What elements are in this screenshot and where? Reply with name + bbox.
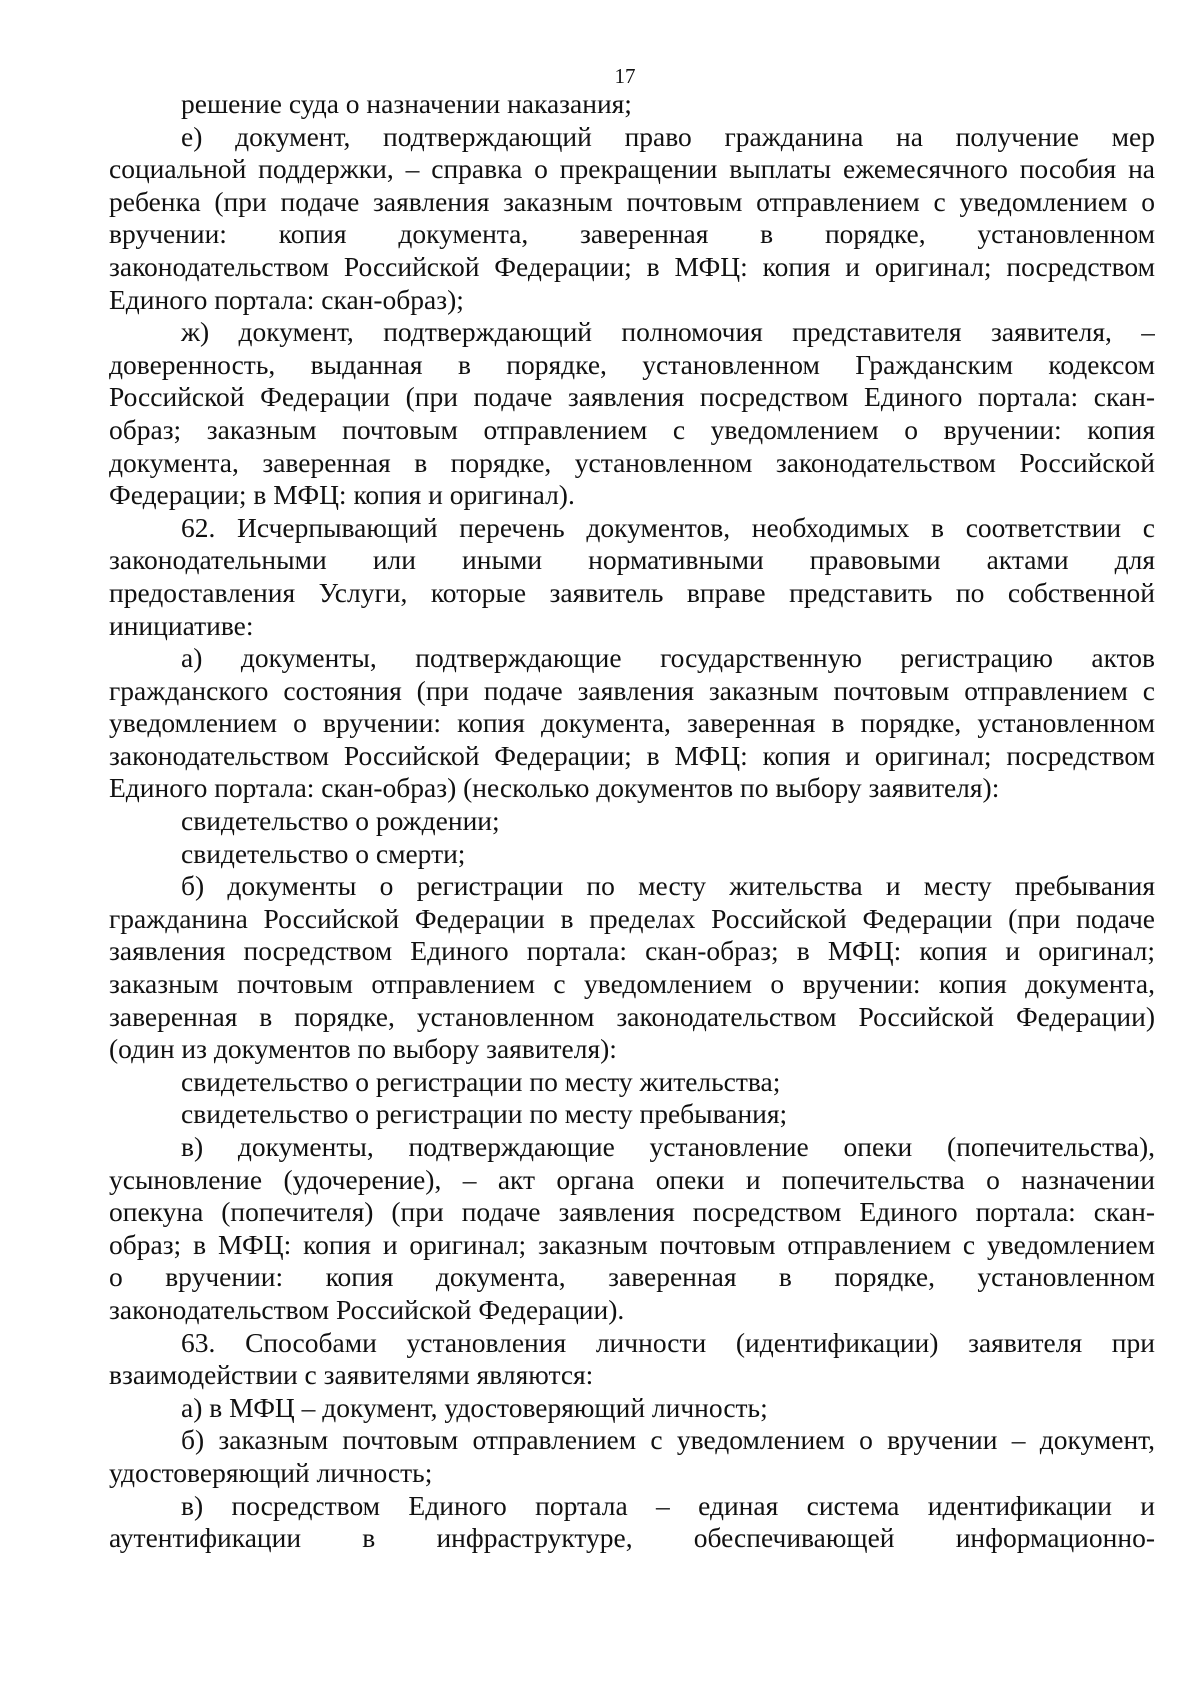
text-line: е) документ, подтверждающий право гражданина на получение мер [181,120,1155,152]
text-line: законодательством Российской Федерации; в МФЦ: копия и оригинал; посредством [109,250,1155,282]
text-line: удостоверяющий личность; [109,1456,433,1488]
text-line: Федерации; в МФЦ: копия и оригинал). [109,479,575,511]
text-line: опекуна (попечителя) (при подаче заявления посредством Единого портала: скан- [109,1196,1155,1228]
text-line: 62. Исчерпывающий перечень документов, необходимых в соответствии с [181,511,1155,543]
text-line: решение суда о назначении наказания; [181,88,632,119]
text-line: ж) документ, подтверждающий полномочия представителя заявителя, – [181,316,1155,348]
text-line: законодательством Российской Федерации; в МФЦ: копия и оригинал; посредством [109,739,1155,771]
text-line: свидетельство о рождении; [181,805,500,837]
text-line: заверенная в порядке, установленном законодательством Российской Федерации) [109,1000,1155,1032]
text-line: свидетельство о регистрации по месту жительства; [181,1065,781,1097]
text-line: образ; заказным почтовым отправлением с уведомлением о вручении: копия [109,413,1155,445]
text-line: аутентификации в инфраструктуре, обеспечивающей информационно- [109,1522,1155,1554]
text-line: а) документы, подтверждающие государственную регистрацию актов [181,642,1155,674]
text-line: свидетельство о смерти; [181,837,466,869]
text-line: в) посредством Единого портала – единая система идентификации и [181,1489,1155,1521]
document-body-text [109,88,1155,1555]
text-line: в) документы, подтверждающие установление опеки (попечительства), [181,1131,1155,1162]
text-line: взаимодействии с заявителями являются: [109,1359,594,1391]
text-line: инициативе: [109,609,254,641]
text-line: о вручении: копия документа, заверенная в порядке, установленном [109,1261,1155,1293]
text-line: а) в МФЦ – документ, удостоверяющий личность; [181,1391,768,1423]
text-line: Российской Федерации (при подаче заявления посредством Единого портала: скан- [109,381,1155,413]
text-line: уведомлением о вручении: копия документа, заверенная в порядке, установленном [109,707,1155,739]
text-line: заказным почтовым отправлением с уведомлением о вручении: копия документа, [109,968,1155,1000]
text-line: ребенка (при подаче заявления заказным почтовым отправлением с уведомлением о [109,185,1155,217]
text-line: социальной поддержки, – справка о прекращении выплаты ежемесячного пособия на [109,153,1155,185]
text-line: вручении: копия документа, заверенная в порядке, установленном [109,218,1155,250]
text-line: законодательными или иными нормативными правовыми актами для [109,544,1155,576]
text-line: б) заказным почтовым отправлением с уведомлением о вручении – документ, [181,1424,1155,1456]
text-line: документа, заверенная в порядке, установленном законодательством Российской [109,446,1155,478]
page-number: 17 [614,64,636,88]
text-line: свидетельство о регистрации по месту пребывания; [181,1098,788,1130]
text-line: усыновление (удочерение), – акт органа опеки и попечительства о назначении [109,1163,1155,1195]
text-line: образ; в МФЦ: копия и оригинал; заказным почтовым отправлением с уведомлением [109,1228,1155,1260]
text-line: доверенность, выданная в порядке, установленном Гражданским кодексом [109,348,1155,380]
text-line: Единого портала: скан-образ); [109,283,464,315]
text-line: (один из документов по выбору заявителя): [109,1033,617,1065]
text-line: предоставления Услуги, которые заявитель вправе представить по собственной [109,576,1155,608]
text-line: законодательством Российской Федерации). [109,1293,625,1325]
text-line: гражданского состояния (при подаче заявления заказным почтовым отправлением с [109,674,1155,706]
text-line: Единого портала: скан-образ) (несколько документов по выбору заявителя): [109,772,1000,804]
text-line: гражданина Российской Федерации в пределах Российской Федерации (при подаче [109,902,1155,934]
text-line: б) документы о регистрации по месту жительства и месту пребывания [181,870,1155,902]
text-line: заявления посредством Единого портала: скан-образ; в МФЦ: копия и оригинал; [109,935,1155,967]
text-line: 63. Способами установления личности (идентификации) заявителя при [181,1326,1155,1358]
